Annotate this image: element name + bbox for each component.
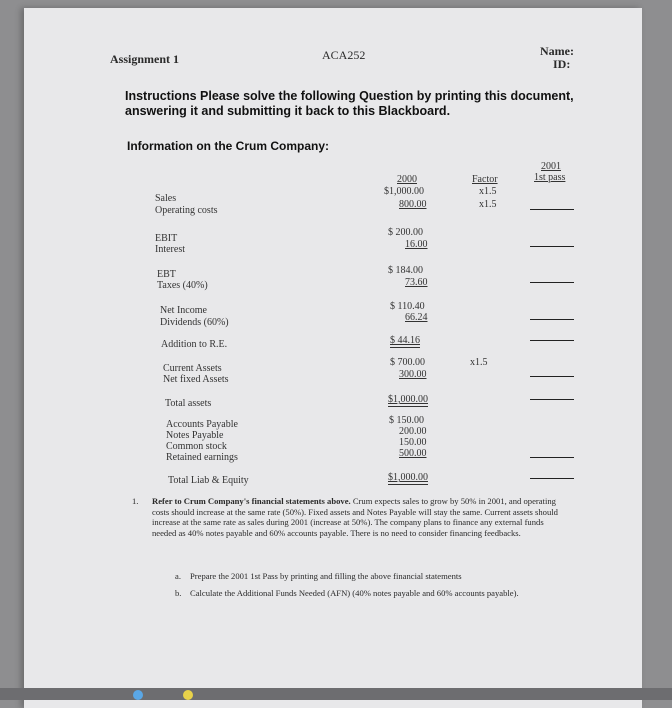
total-liab-equity-label: Total Liab & Equity — [168, 475, 249, 486]
addition-re-2000: $ 44.16 — [390, 335, 420, 346]
taxes-label: Taxes (40%) — [157, 280, 208, 291]
operating-costs-2000: 800.00 — [399, 199, 427, 210]
dividends-label: Dividends (60%) — [160, 317, 229, 328]
assignment-title: Assignment 1 — [110, 52, 180, 66]
answer-blank — [530, 457, 574, 458]
answer-blank — [530, 478, 574, 479]
notes-payable-label: Notes Payable — [166, 430, 224, 441]
col-2000-header: 2000 — [397, 174, 417, 185]
interest-2000: 16.00 — [405, 239, 428, 250]
dividends-2000: 66.24 — [405, 312, 428, 323]
ebt-2000: $ 184.00 — [388, 265, 423, 276]
answer-blank — [530, 209, 574, 210]
part-b-label: b. — [175, 588, 182, 598]
sales-label: Sales — [155, 193, 177, 204]
name-label: Name: — [540, 44, 574, 58]
total-liab-equity-2000: $1,000.00 — [388, 472, 428, 483]
part-b-text: Calculate the Additional Funds Needed (AFN) (40% notes payable and 60% accounts payable). — [190, 588, 519, 598]
notes-payable-2000: 200.00 — [399, 426, 427, 437]
common-stock-label: Common stock — [166, 441, 227, 452]
question-1 — [132, 496, 562, 538]
total-assets-label: Total assets — [165, 398, 212, 409]
interest-label: Interest — [155, 244, 185, 255]
part-a-text: Prepare the 2001 1st Pass by printing and filling the above financial statements — [190, 571, 462, 581]
operating-costs-factor: x1.5 — [479, 199, 497, 210]
net-income-2000: $ 110.40 — [390, 301, 425, 312]
question-lead: Refer to Crum Company's financial statements above. — [152, 496, 351, 506]
taxes-2000: 73.60 — [405, 277, 428, 288]
retained-earnings-2000: 500.00 — [399, 448, 427, 459]
info-title: Information on the Crum Company: — [127, 139, 329, 153]
ebit-2000: $ 200.00 — [388, 227, 423, 238]
col-1st-pass-header: 1st pass — [534, 172, 566, 183]
net-income-label: Net Income — [160, 305, 207, 316]
question-number: 1. — [132, 496, 139, 506]
accounts-payable-2000: $ 150.00 — [389, 415, 424, 426]
accounts-payable-label: Accounts Payable — [166, 419, 238, 430]
part-a-label: a. — [175, 571, 181, 581]
answer-blank — [530, 319, 574, 320]
device-edge — [0, 688, 672, 700]
net-fixed-assets-label: Net fixed Assets — [163, 374, 229, 385]
blue-dot — [133, 690, 143, 700]
id-label: ID: — [553, 57, 571, 71]
current-assets-label: Current Assets — [163, 363, 222, 374]
addition-re-label: Addition to R.E. — [161, 339, 228, 350]
operating-costs-label: Operating costs — [155, 205, 218, 216]
current-assets-2000: $ 700.00 — [390, 357, 425, 368]
yellow-dot — [183, 690, 193, 700]
question-text: Crum expects sales to grow by 50% in 2001, and operating costs should increase at the same rate (50%). Fixed assets and Notes Payable will stay the same. Current assets should increase at the same rate as sales during 2001 (increase at 50%). The company plans to finance any external funds needed as 40% notes payable and 60% accounts payable. There is no need to consider financing feedbacks. — [152, 496, 558, 538]
sales-2000: $1,000.00 — [384, 186, 424, 197]
course-code: ACA252 — [322, 48, 366, 62]
current-assets-factor: x1.5 — [470, 357, 488, 368]
col-factor-header: Factor — [472, 174, 498, 185]
answer-blank — [530, 399, 574, 400]
answer-blank — [530, 282, 574, 283]
answer-blank — [530, 340, 574, 341]
net-fixed-assets-2000: 300.00 — [399, 369, 427, 380]
total-assets-2000: $1,000.00 — [388, 394, 428, 405]
common-stock-2000: 150.00 — [399, 437, 427, 448]
ebit-label: EBIT — [155, 233, 178, 244]
col-2001-header: 2001 — [541, 161, 561, 172]
retained-earnings-label: Retained earnings — [166, 452, 238, 463]
sales-factor: x1.5 — [479, 186, 497, 197]
ebt-label: EBT — [157, 269, 176, 280]
instructions-text: Instructions Please solve the following Question by printing this document, answering it and submitting it back to this Blackboard. — [125, 89, 574, 118]
answer-blank — [530, 376, 574, 377]
answer-blank — [530, 246, 574, 247]
